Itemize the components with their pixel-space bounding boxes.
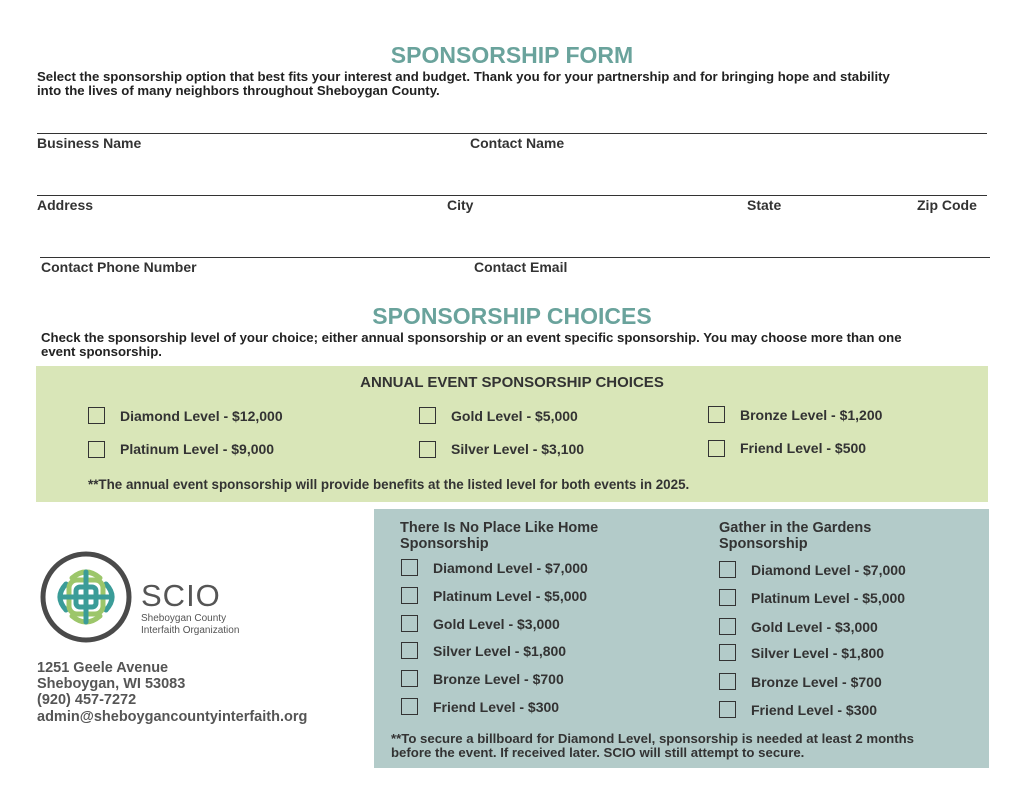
home-option-diamond: Diamond Level - $7,000 [433,560,588,576]
state-label: State [747,197,782,213]
org-address-line2: Sheboygan, WI 53083 [37,676,186,692]
choices-title: SPONSORSHIP CHOICES [372,303,652,329]
checkbox-gardens-platinum[interactable] [719,589,736,606]
address-line[interactable] [37,195,987,196]
billboard-note-line1: **To secure a billboard for Diamond Level, sponsorship is needed at least 2 months [391,731,914,746]
checkbox-annual-gold[interactable] [419,407,436,424]
home-heading-line1: There Is No Place Like Home [400,520,599,536]
annual-option-silver: Silver Level - $3,100 [451,441,585,457]
business-name-label: Business Name [37,135,142,151]
checkbox-gardens-friend[interactable] [719,701,736,718]
city-label: City [447,197,474,213]
home-option-bronze: Bronze Level - $700 [433,671,564,687]
org-email[interactable]: admin@sheboygancountyinterfaith.org [37,709,308,725]
checkbox-home-gold[interactable] [401,615,418,632]
annual-sponsorship-panel [36,366,988,502]
annual-heading: ANNUAL EVENT SPONSORSHIP CHOICES [360,374,664,391]
annual-option-bronze: Bronze Level - $1,200 [740,407,883,423]
annual-option-gold: Gold Level - $5,000 [451,408,578,424]
annual-option-diamond: Diamond Level - $12,000 [120,408,283,424]
checkbox-annual-platinum[interactable] [88,441,105,458]
home-option-gold: Gold Level - $3,000 [433,616,560,632]
checkbox-annual-friend[interactable] [708,440,725,457]
org-address-line1: 1251 Geele Avenue [37,660,169,676]
home-heading-line2: Sponsorship [400,536,489,552]
gardens-option-silver: Silver Level - $1,800 [751,645,885,661]
address-label: Address [37,197,94,213]
annual-note: **The annual event sponsorship will provide benefits at the listed level for both events in 2025. [88,477,690,492]
gardens-option-friend: Friend Level - $300 [751,702,878,718]
gardens-option-diamond: Diamond Level - $7,000 [751,562,906,578]
checkbox-annual-bronze[interactable] [708,406,725,423]
logo-sub-line2: Interfaith Organization [141,625,240,636]
business-contact-line[interactable] [37,133,987,134]
checkbox-gardens-diamond[interactable] [719,561,736,578]
contact-name-label: Contact Name [470,135,565,151]
scio-knot-icon [36,548,136,646]
gardens-option-gold: Gold Level - $3,000 [751,619,878,635]
contact-phone-label: Contact Phone Number [41,259,197,275]
form-intro-line1: Select the sponsorship option that best fits your interest and budget. Thank you for your partnership and for bringing hope and stability [37,69,890,84]
gardens-option-bronze: Bronze Level - $700 [751,674,882,690]
scio-logo [36,548,266,646]
checkbox-home-platinum[interactable] [401,587,418,604]
checkbox-gardens-bronze[interactable] [719,673,736,690]
checkbox-annual-silver[interactable] [419,441,436,458]
checkbox-home-silver[interactable] [401,642,418,659]
checkbox-home-bronze[interactable] [401,670,418,687]
logo-name: SCIO [141,578,221,613]
checkbox-annual-diamond[interactable] [88,407,105,424]
form-title: SPONSORSHIP FORM [390,42,634,68]
phone-email-line[interactable] [40,257,990,258]
choices-intro-line1: Check the sponsorship level of your choice; either annual sponsorship or an event specific sponsorship. You may choose more than one [41,330,902,345]
home-option-friend: Friend Level - $300 [433,699,560,715]
gardens-heading-line1: Gather in the Gardens [719,520,872,536]
annual-option-platinum: Platinum Level - $9,000 [120,441,275,457]
zip-code-label: Zip Code [917,197,977,213]
home-option-platinum: Platinum Level - $5,000 [433,588,588,604]
gardens-heading-line2: Sponsorship [719,536,808,552]
event-sponsorship-panel [374,509,989,768]
form-intro-line2: into the lives of many neighbors throughout Sheboygan County. [37,83,440,98]
logo-sub-line1: Sheboygan County [141,613,227,624]
checkbox-home-friend[interactable] [401,698,418,715]
contact-email-label: Contact Email [474,259,568,275]
checkbox-gardens-silver[interactable] [719,644,736,661]
billboard-note-line2: before the event. If received later. SCIO will still attempt to secure. [391,745,805,760]
gardens-option-platinum: Platinum Level - $5,000 [751,590,906,606]
choices-intro-line2: event sponsorship. [41,344,162,359]
checkbox-gardens-gold[interactable] [719,618,736,635]
home-option-silver: Silver Level - $1,800 [433,643,567,659]
org-phone: (920) 457-7272 [37,692,137,708]
checkbox-home-diamond[interactable] [401,559,418,576]
annual-option-friend: Friend Level - $500 [740,440,867,456]
